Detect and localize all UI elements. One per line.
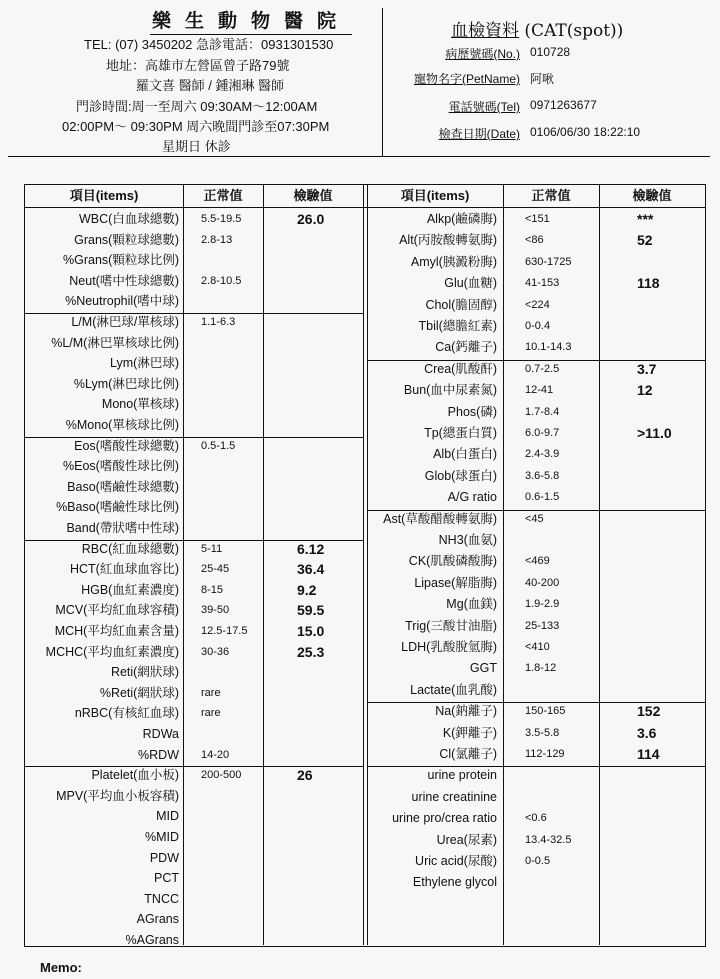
right-row-ref: <469: [525, 555, 550, 568]
left-row-item: RDWa: [142, 727, 179, 741]
right-row-item: Alt(丙胺酸轉氨脢): [399, 233, 497, 248]
left-row-result: [297, 333, 357, 353]
left-row-result: 26: [297, 767, 313, 784]
left-row-ref: [201, 415, 271, 435]
left-row-result: 59.5: [297, 602, 325, 619]
right-row-result: [637, 872, 697, 892]
left-row-result: [297, 806, 357, 826]
right-row-ref: 0-0.5: [525, 855, 551, 867]
left-row-result: [297, 930, 357, 950]
left-row-item: %RDW: [138, 747, 179, 762]
right-row-item: Lactate(血乳酸): [410, 682, 497, 697]
left-row-item: MCV(平均紅血球容積): [55, 603, 179, 618]
left-row-item: WBC(白血球總數): [79, 212, 179, 226]
left-row-result: [297, 683, 357, 703]
right-row-result: [637, 402, 697, 422]
left-row-result: [297, 848, 357, 868]
report-field-label: 檢查日期(Date): [438, 127, 520, 141]
left-row-ref: [201, 806, 271, 826]
right-row-result: [637, 444, 697, 464]
right-row-result: [637, 509, 697, 529]
col-header-result-right: 檢驗值: [632, 188, 672, 203]
hospital-name: 樂生動物醫院: [150, 6, 352, 35]
left-row-result: [297, 703, 357, 723]
right-row-result: 118: [637, 275, 660, 292]
right-row-result: ***: [637, 211, 654, 227]
left-row-result: 6.12: [297, 540, 325, 557]
left-row-ref: [201, 827, 271, 847]
left-row-result: [297, 868, 357, 888]
right-row-ref: 0.6-1.5: [525, 491, 560, 504]
left-row-ref: [201, 291, 271, 311]
left-row-item: %Mono(單核球比例): [65, 418, 179, 432]
right-row-item: Na(鈉離子): [435, 704, 497, 719]
left-row-result: [297, 374, 357, 394]
right-row-result: [637, 573, 697, 593]
right-row-result: >11.0: [637, 425, 672, 441]
left-row-ref: [201, 250, 271, 270]
hospital-address: 地址：高雄市左營區曾子路79號: [106, 58, 290, 73]
header-divider: [382, 8, 383, 156]
table-column-rule: [503, 185, 504, 945]
right-row-ref: <0.6: [525, 812, 547, 825]
right-row-item: Tp(總蛋白質): [424, 426, 497, 440]
left-row-result: [297, 312, 357, 332]
left-row-ref: [201, 477, 271, 497]
left-row-result: 36.4: [297, 561, 325, 578]
right-row-ref: 6.0-9.7: [525, 427, 560, 439]
right-row-result: [637, 787, 697, 807]
right-row-result: 152: [637, 703, 661, 720]
right-row-result: [637, 487, 697, 507]
left-row-ref: 2.8-13: [201, 233, 233, 246]
table-column-rule: [183, 185, 184, 945]
left-row-result: [297, 230, 357, 250]
right-row-result: [637, 808, 697, 828]
left-row-item: RBC(紅血球總數): [81, 541, 179, 556]
right-row-item: Glu(血糖): [444, 276, 497, 291]
right-row-ref: 1.9-2.9: [525, 598, 560, 611]
left-row-ref: [201, 456, 271, 476]
right-row-result: [637, 337, 697, 357]
right-row-result: [637, 466, 697, 486]
right-row-item: Tbil(總膽紅素): [418, 319, 497, 333]
right-row-item: Mg(血鎂): [446, 597, 497, 612]
left-row-item: HGB(血紅素濃度): [81, 582, 179, 597]
left-row-result: [297, 436, 357, 456]
right-row-item: Ethylene glycol: [412, 875, 497, 890]
left-row-result: 15.0: [297, 623, 325, 639]
right-row-result: [637, 658, 697, 678]
right-row-ref: 10.1-14.3: [525, 341, 572, 354]
table-column-rule: [599, 185, 600, 945]
left-row-result: [297, 497, 357, 517]
left-row-result: [297, 394, 357, 414]
left-row-result: [297, 889, 357, 909]
right-row-result: [637, 594, 697, 614]
right-row-item: LDH(乳酸脫氫脢): [401, 640, 497, 654]
report-field-value: 0106/06/30 18:22:10: [530, 125, 641, 139]
right-row-result: [637, 252, 697, 272]
right-row-ref: 3.5-5.8: [525, 726, 560, 739]
right-row-ref: [525, 765, 595, 785]
left-row-ref: [201, 518, 271, 538]
report-field-label: 電話號碼(Tel): [448, 100, 520, 114]
left-row-ref: [201, 930, 271, 950]
right-row-item: CK(肌酸磷酸脢): [408, 554, 497, 569]
right-row-result: [637, 830, 697, 850]
right-row-item: Alkp(鹼磷脢): [426, 212, 497, 226]
left-row-result: 25.3: [297, 643, 325, 660]
left-row-item: PCT: [154, 871, 179, 886]
right-row-result: [637, 530, 697, 550]
left-row-item: %Grans(顆粒球比例): [63, 253, 179, 268]
right-row-item: GGT: [469, 661, 497, 676]
right-row-ref: 0-0.4: [525, 320, 551, 332]
left-row-result: [297, 477, 357, 497]
right-row-ref: <45: [525, 512, 544, 525]
right-row-item: Chol(膽固醇): [425, 297, 497, 312]
left-row-item: Eos(嗜酸性球總數): [74, 438, 179, 453]
right-row-ref: [525, 680, 595, 700]
right-row-ref: 150-165: [525, 705, 566, 718]
left-row-ref: [201, 889, 271, 909]
right-row-ref: <224: [525, 298, 550, 311]
left-row-ref: 12.5-17.5: [201, 625, 248, 637]
right-row-result: [637, 616, 697, 636]
col-header-result-left: 檢驗值: [293, 188, 333, 203]
right-row-item: NH3(血氨): [438, 533, 497, 547]
left-row-ref: rare: [201, 707, 221, 720]
right-row-result: [637, 316, 697, 336]
left-row-result: [297, 415, 357, 435]
left-row-item: Grans(顆粒球總數): [74, 232, 179, 247]
hospital-hours-2: 02:00PM～ 09:30PM 周六晚間門診至07:30PM: [62, 119, 330, 134]
right-row-ref: 1.8-12: [525, 662, 557, 675]
left-row-ref: [201, 333, 271, 353]
left-row-item: MID: [156, 809, 179, 824]
right-row-item: Glob(球蛋白): [424, 468, 497, 483]
right-row-item: urine pro/crea ratio: [392, 811, 497, 826]
right-row-result: [637, 851, 697, 871]
right-row-result: 12: [637, 382, 653, 399]
right-row-item: Amyl(胰澱粉脢): [410, 254, 497, 269]
right-row-ref: [525, 787, 595, 807]
left-row-item: Lym(淋巴球): [110, 356, 179, 371]
left-row-result: 26.0: [297, 211, 325, 227]
left-row-ref: 8-15: [201, 583, 224, 596]
left-row-item: PDW: [149, 850, 179, 865]
right-row-ref: <86: [525, 234, 544, 247]
hospital-hours-3: 星期日 休診: [162, 139, 231, 154]
report-type: (CAT(spot)): [524, 21, 624, 41]
right-row-result: [637, 637, 697, 657]
table-column-rule: [363, 185, 364, 945]
right-row-result: [637, 765, 697, 785]
left-row-item: MPV(平均血小板容積): [56, 788, 179, 803]
right-row-ref: 40-200: [525, 576, 560, 589]
left-row-item: %Reti(網狀球): [99, 685, 179, 700]
hospital-doctors: 羅文喜 醫師 / 鍾湘琳 醫師: [136, 78, 285, 93]
left-row-ref: 1.1-6.3: [201, 316, 236, 328]
hospital-hours-1: 門診時間:周一至周六 09:30AM～12:00AM: [76, 99, 318, 114]
blood-test-table: [24, 184, 706, 947]
left-row-ref: [201, 394, 271, 414]
left-row-ref: 25-45: [201, 563, 230, 576]
left-row-item: MCHC(平均血紅素濃度): [45, 644, 179, 659]
right-row-ref: [525, 530, 595, 550]
right-row-ref: <151: [525, 213, 550, 225]
right-row-ref: 25-133: [525, 619, 560, 632]
right-row-ref: 1.7-8.4: [525, 405, 560, 418]
right-row-item: Alb(白蛋白): [433, 447, 497, 462]
right-row-result: [637, 680, 697, 700]
left-row-ref: [201, 909, 271, 929]
left-row-ref: 0.5-1.5: [201, 439, 236, 452]
col-header-items-right: 項目(items): [400, 188, 470, 203]
left-row-ref: 200-500: [201, 769, 242, 782]
right-row-result: 3.7: [637, 360, 657, 377]
left-row-result: [297, 291, 357, 311]
left-row-item: %AGrans: [125, 933, 179, 947]
left-row-ref: 5-11: [201, 542, 223, 555]
left-row-item: %Neutrophil(嗜中球): [65, 294, 179, 309]
right-row-item: A/G ratio: [447, 490, 497, 505]
left-row-item: nRBC(有核紅血球): [74, 706, 179, 721]
right-row-result: 114: [637, 746, 660, 762]
right-row-ref: 2.4-3.9: [525, 448, 560, 461]
left-row-result: [297, 250, 357, 270]
right-row-item: Cl(氯離子): [439, 747, 497, 761]
left-row-result: [297, 745, 357, 765]
right-row-result: 3.6: [637, 724, 657, 741]
left-row-item: %Eos(嗜酸性球比例): [63, 459, 179, 474]
hospital-tel: TEL: (07) 3450202 急診電話：0931301530: [84, 37, 334, 52]
left-row-result: [297, 456, 357, 476]
right-row-item: Bun(血中尿素氮): [403, 383, 497, 398]
left-row-item: %MID: [144, 830, 179, 844]
left-row-ref: [201, 662, 271, 682]
left-row-item: MCH(平均紅血素含量): [54, 624, 179, 638]
left-row-result: [297, 662, 357, 682]
right-row-ref: 13.4-32.5: [525, 833, 572, 846]
left-row-result: [297, 827, 357, 847]
left-row-ref: [201, 724, 271, 744]
right-row-item: K(鉀離子): [442, 725, 497, 740]
right-row-item: Crea(肌酸酐): [424, 361, 497, 376]
report-field-value: 010728: [530, 45, 571, 59]
left-row-ref: [201, 374, 271, 394]
left-row-item: Neut(嗜中性球總數): [69, 273, 179, 288]
right-row-ref: 3.6-5.8: [525, 469, 560, 482]
left-row-result: 9.2: [297, 581, 317, 598]
table-header-rule: [25, 207, 705, 208]
left-row-item: Mono(單核球): [101, 397, 179, 412]
right-row-item: urine creatinine: [411, 789, 497, 804]
right-row-item: Ca(鈣離子): [435, 340, 497, 355]
left-row-ref: [201, 848, 271, 868]
right-row-item: urine protein: [427, 768, 497, 783]
right-row-item: Uric acid(尿酸): [415, 854, 497, 868]
left-row-item: Platelet(血小板): [91, 768, 179, 783]
left-row-result: [297, 271, 357, 291]
left-row-item: HCT(紅血球血容比): [69, 562, 179, 577]
left-row-item: %Lym(淋巴球比例): [73, 376, 179, 391]
left-row-item: TNCC: [144, 891, 179, 906]
memo-label: Memo:: [40, 960, 82, 975]
right-row-item: Lipase(解脂脢): [414, 575, 497, 590]
left-row-ref: [201, 353, 271, 373]
col-header-items-left: 項目(items): [69, 188, 139, 203]
table-column-rule: [367, 185, 368, 945]
right-row-item: Trig(三酸甘油脂): [405, 618, 497, 633]
right-row-ref: <410: [525, 641, 550, 653]
header-bottom-rule: [8, 156, 710, 157]
left-row-item: %Baso(嗜鹼性球比例): [56, 500, 179, 515]
left-row-item: Baso(嗜鹼性球總數): [67, 479, 179, 494]
right-row-item: Ast(草酸醋酸轉氨脢): [383, 511, 497, 526]
right-row-result: [637, 551, 697, 571]
right-row-item: Phos(磷): [447, 404, 497, 419]
left-row-ref: 30-36: [201, 645, 230, 658]
right-row-result: 52: [637, 232, 653, 249]
left-row-ref: rare: [201, 686, 221, 699]
col-header-normal-right: 正常值: [531, 188, 571, 203]
left-row-item: AGrans: [136, 912, 179, 927]
left-row-ref: [201, 786, 271, 806]
right-row-ref: 0.7-2.5: [525, 362, 560, 375]
report-field-label: 寵物名字(PetName): [413, 72, 520, 86]
left-row-ref: 39-50: [201, 604, 230, 617]
right-row-ref: 112-129: [525, 748, 565, 760]
report-field-value: 阿啾: [530, 72, 555, 86]
report-field-value: 0971263677: [530, 98, 597, 112]
left-row-ref: 2.8-10.5: [201, 274, 242, 287]
left-row-result: [297, 518, 357, 538]
left-row-ref: [201, 497, 271, 517]
left-row-item: L/M(淋巴球/單核球): [71, 315, 179, 329]
left-row-item: Reti(網狀球): [110, 665, 179, 680]
left-row-ref: 5.5-19.5: [201, 213, 242, 225]
left-row-result: [297, 909, 357, 929]
right-row-item: Urea(尿素): [436, 832, 497, 847]
left-row-item: %L/M(淋巴單核球比例): [51, 335, 179, 350]
report-title-text: 血檢資料: [451, 21, 519, 41]
left-row-result: [297, 786, 357, 806]
col-header-normal-left: 正常值: [203, 188, 243, 203]
right-row-ref: 12-41: [525, 384, 554, 397]
left-row-ref: 14-20: [201, 748, 230, 761]
left-row-item: Band(帶狀嗜中性球): [66, 521, 179, 535]
left-row-ref: [201, 868, 271, 888]
left-row-result: [297, 353, 357, 373]
right-row-result: [637, 295, 697, 315]
report-field-label: 病歷號碼(No.): [445, 47, 520, 61]
right-row-ref: 630-1725: [525, 255, 572, 268]
right-row-ref: [525, 872, 595, 892]
right-row-ref: 41-153: [525, 277, 560, 290]
report-title: [451, 16, 623, 41]
left-row-result: [297, 724, 357, 744]
